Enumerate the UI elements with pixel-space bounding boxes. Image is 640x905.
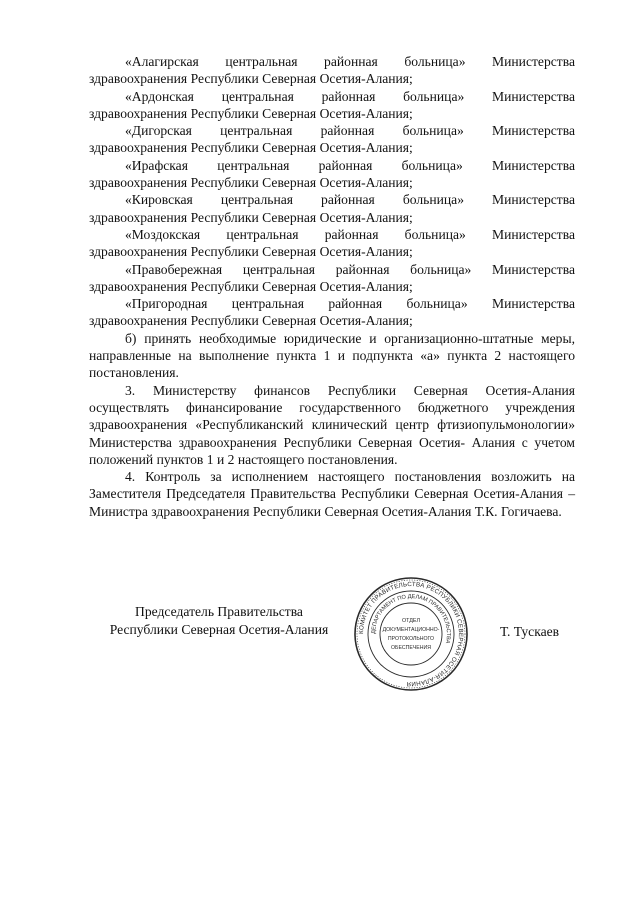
list-item-continuation: здравоохранения Республики Северная Осетия-Алания; [89,175,413,191]
signer-position-line1: Председатель Правительства [135,604,303,619]
list-item: «Алагирская центральная районная больница» Министерства [125,54,575,69]
paragraph-4: 4. Контроль за исполнением настоящего постановления возложить на Заместителя Председателя Правительства Республики Северная Осетия-Алания – Министра здравоохранения Республики Северная Осетия-Алания Т.К. Гогичаева. [89,469,575,519]
seal-outer-text: КОМИТЕТ ПРАВИТЕЛЬСТВА РЕСПУБЛИКИ СЕВЕРНАЯ ОСЕТИЯ-АЛАНИЯ [357,580,465,688]
paragraph-b: б) принять необходимые юридические и организационно-штатные меры, направленные на выполнение пункта 1 и подпункта «а» пункта 2 настоящего постановления. [89,330,575,381]
list-item-continuation: здравоохранения Республики Северная Осетия-Алания; [89,313,413,329]
seal-inner-text: ДЕПАРТАМЕНТ ПО ДЕЛАМ ПРАВИТЕЛЬСТВА [370,593,452,644]
list-item-continuation: здравоохранения Республики Северная Осетия-Алания; [89,105,413,121]
list-item-continuation: здравоохранения Республики Северная Осетия-Алания; [89,209,413,225]
list-item: «Ардонская центральная районная больница» Министерства [125,88,575,104]
list-item-continuation: здравоохранения Республики Северная Осетия-Алания; [89,244,413,260]
list-item: «Кировская центральная районная больница» Министерства [125,192,575,208]
seal-center-line4: ОБЕСПЕЧЕНИЯ [391,645,431,651]
seal-center-line3: ПРОТОКОЛЬНОГО [387,636,435,642]
list-item: «Пригородная центральная районная больница» Министерства [125,296,575,312]
seal-center-line2: ДОКУМЕНТАЦИОННО- [382,627,440,633]
official-seal [353,576,469,692]
signer-name: Т. Тускаев [500,624,560,639]
signer-position [89,603,349,639]
list-item: «Моздокская центральная районная больница» Министерства [125,226,575,242]
list-item-continuation: здравоохранения Республики Северная Осетия-Алания; [89,278,413,294]
document-body [89,53,575,520]
list-item-continuation: здравоохранения Республики Северная Осетия-Алания; [89,71,413,87]
list-item: «Ирафская центральная районная больница» Министерства [125,157,575,173]
signer-position-line2: Республики Северная Осетия-Алания [109,622,329,637]
list-item: «Дигорская центральная районная больница» Министерства [125,123,575,139]
list-item: «Правобережная центральная районная больница» Министерства [125,261,575,277]
paragraph-3: 3. Министерству финансов Республики Северная Осетия-Алания осуществлять финансирование государственного бюджетного учреждения здравоохранения «Республиканский клинический центр фтизиопульмонологии» Министерства здравоохранения Республики Северная Осетия- Алания с учетом положений пунктов 1 и 2 настоящего постановления. [89,382,575,467]
seal-center-line1: ОТДЕЛ [401,618,421,624]
list-item-continuation: здравоохранения Республики Северная Осетия-Алания; [89,140,413,156]
